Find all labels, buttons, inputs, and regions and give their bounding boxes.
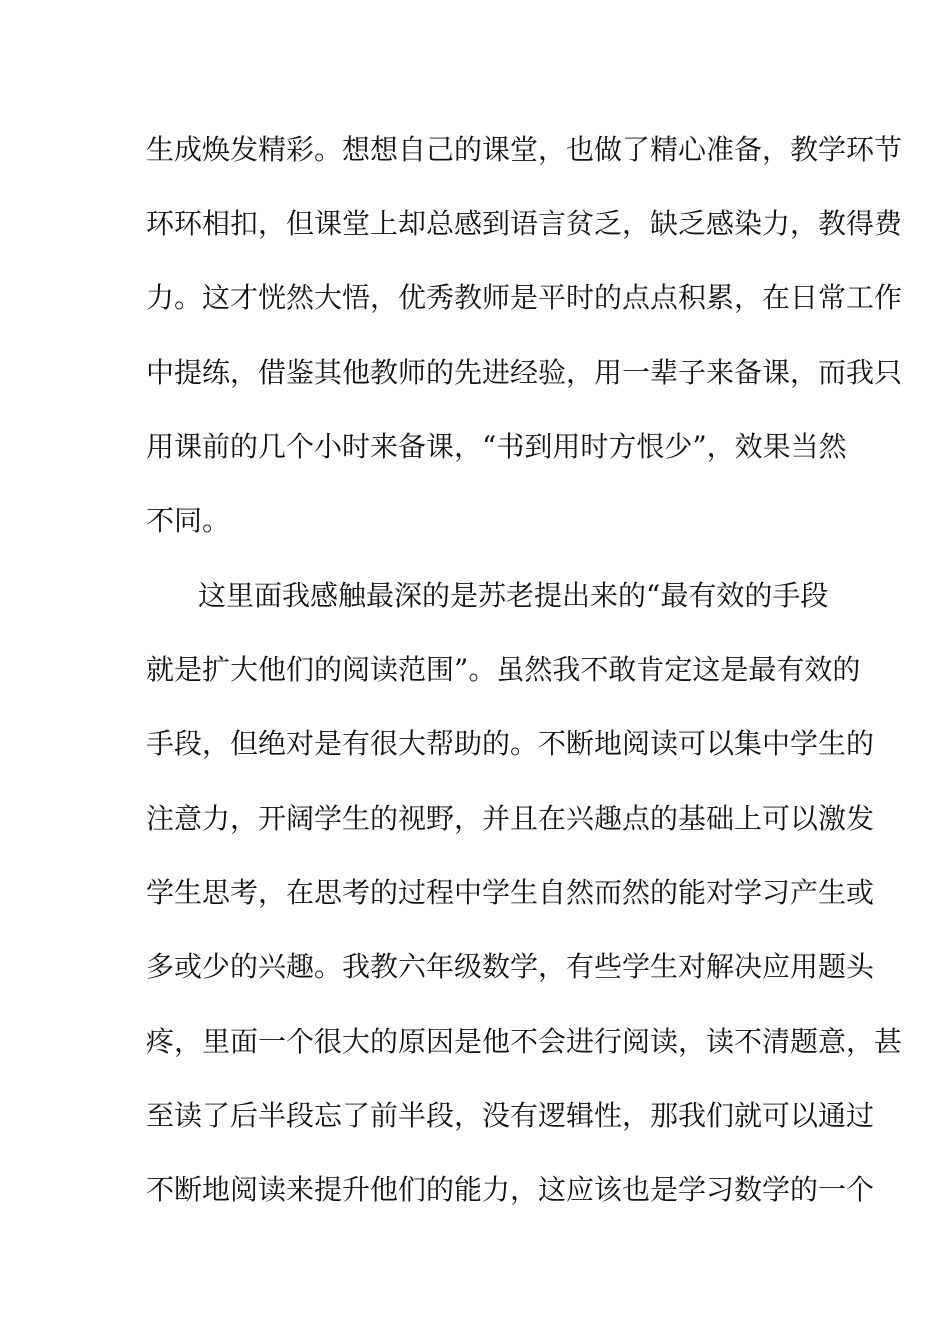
paragraph-line: 不同。 (146, 504, 231, 537)
paragraph-line: 力。这才恍然大悟，优秀教师是平时的点点积累，在日常工作 (146, 281, 903, 314)
paragraph-line: 用课前的几个小时来备课，“书到用时方恨少”，效果当然 (146, 430, 847, 463)
paragraph-line: 就是扩大他们的阅读范围”。虽然我不敢肯定这是最有效的 (146, 653, 861, 686)
paragraph-line: 多或少的兴趣。我教六年级数学，有些学生对解决应用题头 (146, 950, 875, 983)
paragraph-line: 注意力，开阔学生的视野，并且在兴趣点的基础上可以激发 (146, 802, 875, 835)
paragraph-line: 环环相扣，但课堂上却总感到语言贫乏，缺乏感染力，教得费 (146, 207, 903, 240)
paragraph-line: 疼，里面一个很大的原因是他不会进行阅读，读不清题意，甚 (146, 1025, 903, 1058)
paragraph-line: 手段，但绝对是有很大帮助的。不断地阅读可以集中学生的 (146, 727, 875, 760)
paragraph-line: 不断地阅读来提升他们的能力，这应该也是学习数学的一个 (146, 1173, 875, 1206)
paragraph-line: 生成焕发精彩。想想自己的课堂，也做了精心准备，教学环节 (146, 133, 903, 166)
paragraph-line: 中提练，借鉴其他教师的先进经验，用一辈子来备课，而我只 (146, 356, 903, 389)
paragraph-line: 至读了后半段忘了前半段，没有逻辑性，那我们就可以通过 (146, 1099, 875, 1132)
paragraph-line: 学生思考，在思考的过程中学生自然而然的能对学习产生或 (146, 876, 875, 909)
paragraph-line: 这里面我感触最深的是苏老提出来的“最有效的手段 (198, 579, 829, 612)
